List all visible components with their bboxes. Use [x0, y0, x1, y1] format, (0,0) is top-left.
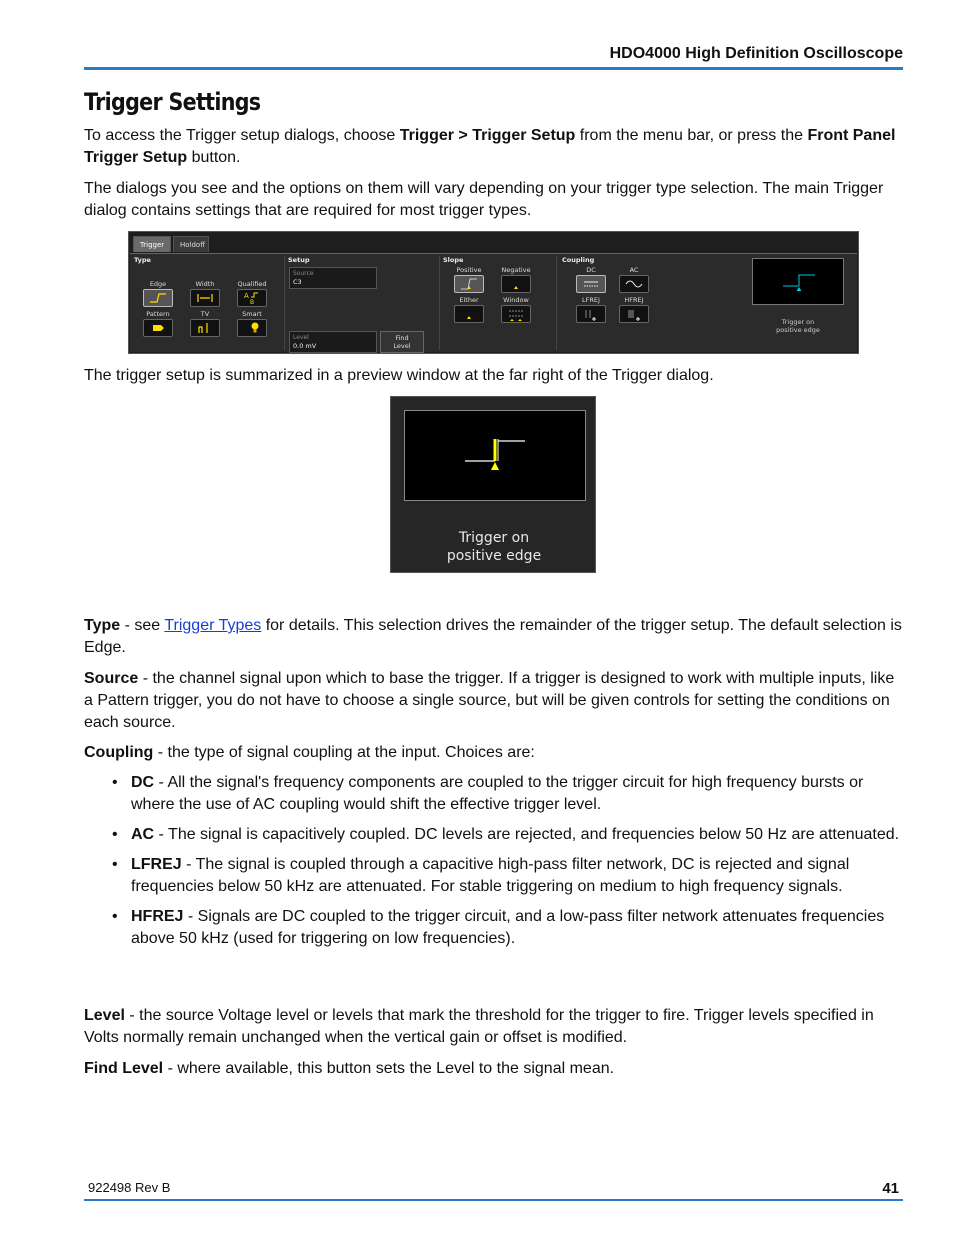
list-item — [84, 772, 906, 816]
trigger-dialog-screenshot — [128, 231, 859, 354]
level-term: Level — [84, 1007, 125, 1024]
type-tv-label: TV — [200, 310, 210, 318]
tv-icon — [195, 321, 215, 335]
lfrej-icon — [581, 307, 601, 321]
svg-text:A: A — [244, 292, 249, 300]
coupling-hfrej-label: HFREJ — [624, 296, 644, 304]
source-term: Source — [84, 670, 139, 687]
slope-either-button[interactable] — [454, 305, 484, 323]
slope-positive-button[interactable] — [454, 275, 484, 293]
definition-text: - the type of signal coupling at the input. Choices are: — [153, 744, 535, 761]
slope-negative-button[interactable] — [501, 275, 531, 293]
type-edge-button[interactable] — [143, 289, 173, 307]
source-definition — [84, 668, 906, 734]
svg-text:B: B — [250, 299, 255, 305]
trigger-preview-caption — [752, 318, 844, 334]
preview-caption-line2: positive edge — [776, 326, 820, 334]
type-width-button[interactable] — [190, 289, 220, 307]
coupling-ac-label: AC — [629, 266, 639, 274]
preview-zoom-caption — [391, 529, 597, 565]
intro-text: button. — [187, 149, 241, 166]
coupling-dc-button[interactable] — [576, 275, 606, 293]
preview-zoom-line2: positive edge — [446, 548, 542, 564]
section-divider — [284, 256, 285, 350]
preview-caption-line1: Trigger on — [781, 318, 815, 326]
width-icon — [195, 292, 215, 304]
coupling-definition — [84, 742, 906, 764]
type-smart-label: Smart — [242, 310, 262, 318]
window-slope-icon — [506, 307, 526, 321]
trigger-preview-zoom — [390, 396, 596, 573]
find-level-term: Find Level — [84, 1060, 164, 1077]
bullet-text: - The signal is coupled through a capacitive high-pass filter network, DC is rejected and signal frequencies below 50 kHz are attenuated. For stable triggering on medium to high frequency signals. — [131, 856, 850, 895]
bullet-text: - The signal is capacitively coupled. DC levels are rejected, and frequencies below 50 Hz are attenuated. — [154, 826, 900, 843]
find-level-button[interactable] — [380, 331, 424, 353]
type-section-title: Type — [134, 256, 151, 264]
definition-text: - the source Voltage level or levels that mark the threshold for the trigger to fire. Trigger levels specified in Volts normally remain unchanged when the vertical gain or offset is modified. — [84, 1007, 874, 1046]
list-item — [84, 824, 906, 846]
setup-section-title: Setup — [288, 256, 310, 264]
coupling-lfrej-label: LFREJ — [582, 296, 600, 304]
type-definition — [84, 615, 906, 659]
intro-paragraph-2: The dialogs you see and the options on them will vary depending on your trigger type selection. The main Trigger dialog contains settings that are required for most trigger types. — [84, 180, 884, 219]
page-number: 41 — [882, 1180, 899, 1197]
find-level-line2: Level — [393, 342, 411, 350]
smart-bulb-icon — [242, 321, 262, 335]
type-width-label: Width — [195, 280, 215, 288]
definition-text: - see — [120, 617, 165, 634]
find-level-line1: Find — [395, 334, 409, 342]
coupling-ac-button[interactable] — [619, 275, 649, 293]
section-title: Trigger Settings — [84, 88, 261, 116]
type-pattern-button[interactable] — [143, 319, 173, 337]
type-tv-button[interactable] — [190, 319, 220, 337]
source-value: C3 — [293, 278, 302, 286]
tab-trigger[interactable]: Trigger — [133, 236, 171, 252]
bullet-term: HFREJ — [131, 908, 184, 925]
positive-edge-waveform — [405, 411, 585, 500]
bullet-term: DC — [131, 774, 155, 791]
positive-slope-icon — [459, 277, 479, 291]
dc-coupling-icon — [581, 278, 601, 290]
definition-text: - the channel signal upon which to base the trigger. If a trigger is designed to work with multiple inputs, like a Pattern trigger, you do not have to choose a single source, but will be given controls for setting the conditions on each source. — [84, 670, 895, 731]
trigger-preview-window — [752, 258, 844, 305]
footer-rule — [84, 1199, 903, 1201]
qualified-icon — [242, 291, 262, 305]
section-divider — [556, 256, 557, 350]
preview-caption-paragraph: The trigger setup is summarized in a preview window at the far right of the Trigger dialog. — [84, 367, 714, 384]
definition-text: - where available, this button sets the Level to the signal mean. — [163, 1060, 615, 1077]
definition-text: for details. This selection drives the remainder of the trigger setup. The default selection is Edge. — [84, 617, 902, 656]
level-value: 0.0 mV — [293, 342, 317, 350]
header-title: HDO4000 High Definition Oscilloscope — [609, 45, 903, 62]
type-qualified-button[interactable] — [237, 289, 267, 307]
hfrej-icon — [624, 307, 644, 321]
trigger-types-link[interactable]: Trigger Types — [164, 617, 262, 634]
type-edge-label: Edge — [149, 280, 167, 288]
type-qualified-label: Qualified — [237, 280, 267, 288]
slope-window-label: Window — [503, 296, 529, 304]
document-number: 922498 Rev B — [88, 1180, 171, 1195]
menu-path: Trigger > Trigger Setup — [399, 127, 576, 144]
level-label: Level — [293, 334, 309, 341]
slope-negative-label: Negative — [501, 266, 531, 274]
type-pattern-label: Pattern — [146, 310, 170, 318]
slope-window-button[interactable] — [501, 305, 531, 323]
bullet-term: LFREJ — [131, 856, 182, 873]
bullet-text: - Signals are DC coupled to the trigger circuit, and a low-pass filter network attenuates frequencies above 50 kHz (used for triggering on low frequencies). — [131, 908, 885, 947]
type-term: Type — [84, 617, 121, 634]
source-field[interactable] — [289, 267, 377, 289]
ac-coupling-icon — [624, 278, 644, 290]
pattern-icon — [148, 322, 168, 334]
preview-zoom-line1: Trigger on — [458, 530, 530, 546]
intro-text: To access the Trigger setup dialogs, choose — [84, 127, 400, 144]
slope-positive-label: Positive — [456, 266, 482, 274]
coupling-term: Coupling — [84, 744, 154, 761]
list-item — [84, 906, 906, 950]
list-item — [84, 854, 906, 898]
tab-holdoff[interactable]: Holdoff — [173, 236, 209, 252]
bullet-term: AC — [131, 826, 155, 843]
preview-screen — [404, 410, 586, 501]
coupling-dc-label: DC — [586, 266, 596, 274]
front-panel-button-name: Front Panel Trigger Setup — [84, 127, 896, 166]
find-level-definition — [84, 1058, 906, 1080]
level-definition — [84, 1005, 906, 1049]
intro-text: from the menu bar, or press the — [575, 127, 808, 144]
bullet-text: - All the signal's frequency components are coupled to the trigger circuit for high frequency bursts or where the use of AC coupling would shift the effective trigger level. — [131, 774, 864, 813]
coupling-hfrej-button[interactable] — [619, 305, 649, 323]
slope-section-title: Slope — [443, 256, 464, 264]
negative-slope-icon — [506, 277, 526, 291]
source-label: Source — [293, 270, 314, 277]
level-field[interactable] — [289, 331, 377, 353]
type-smart-button[interactable] — [237, 319, 267, 337]
page-header — [84, 45, 903, 70]
coupling-lfrej-button[interactable] — [576, 305, 606, 323]
edge-icon — [148, 292, 168, 304]
intro-paragraph-1 — [84, 125, 906, 169]
trigger-preview-waveform — [753, 259, 843, 304]
coupling-choices-list — [84, 772, 906, 958]
section-divider — [439, 256, 440, 350]
either-slope-icon — [459, 307, 479, 321]
slope-either-label: Either — [459, 296, 479, 304]
coupling-section-title: Coupling — [562, 256, 595, 264]
